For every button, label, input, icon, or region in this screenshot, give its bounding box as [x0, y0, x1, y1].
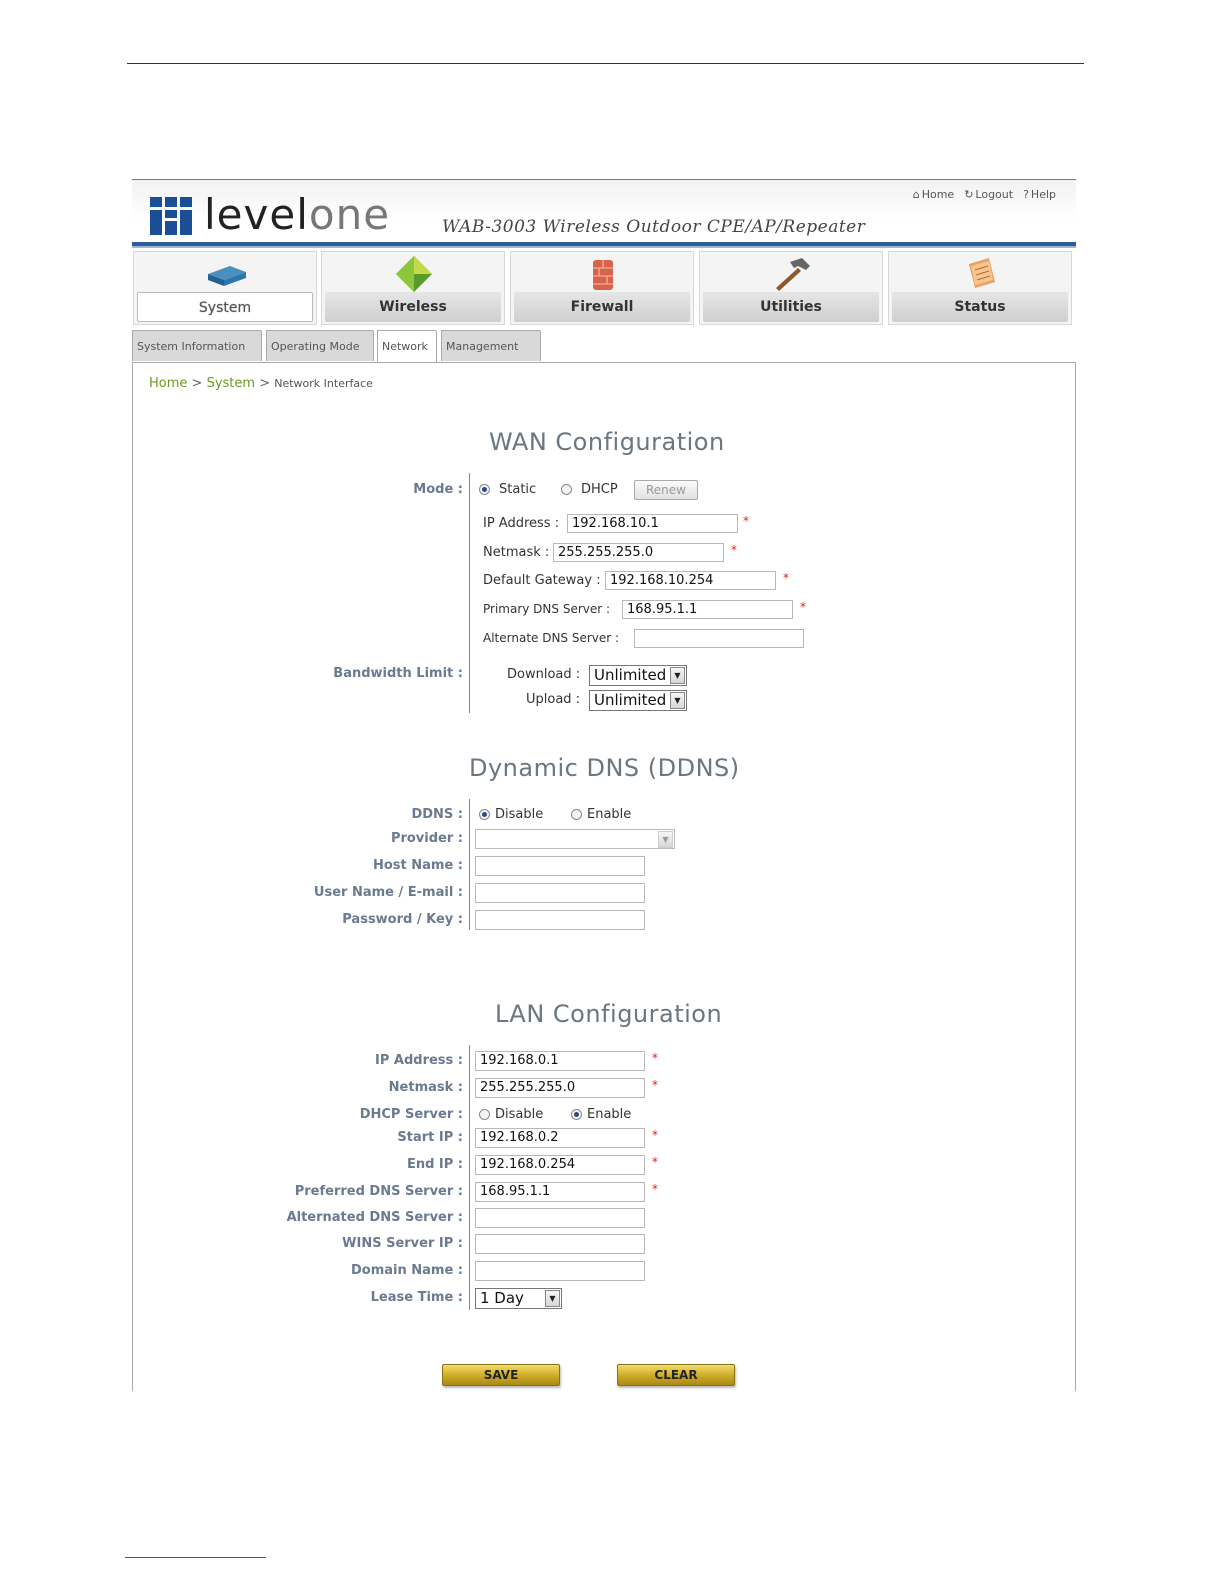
upload-label: Upload :	[526, 692, 581, 707]
home-link[interactable]: ⌂ Home	[912, 188, 955, 201]
save-button[interactable]: SAVE	[442, 1364, 560, 1386]
tab-management[interactable]: Management	[441, 330, 541, 361]
top-links	[913, 188, 1056, 201]
required-mark: *	[800, 600, 806, 614]
dhcp-enable-label: Enable	[587, 1107, 632, 1122]
host-name-input[interactable]	[475, 856, 645, 876]
wan-ip-label: IP Address :	[483, 516, 560, 531]
alternated-dns-input[interactable]	[475, 1208, 645, 1228]
required-mark: *	[743, 514, 749, 528]
chevron-down-icon: ▼	[545, 1290, 560, 1307]
sub-tabs	[132, 330, 1076, 362]
required-mark: *	[652, 1078, 658, 1092]
lan-netmask-input[interactable]: 255.255.255.0	[475, 1078, 645, 1098]
ddns-enable-radio[interactable]	[571, 809, 582, 820]
ddns-divider	[469, 799, 470, 930]
wins-server-label: WINS Server IP :	[342, 1236, 463, 1251]
diamond-icon	[394, 256, 434, 292]
page-top-rule	[127, 63, 1084, 64]
router-web-ui	[132, 179, 1076, 1391]
header	[132, 179, 1076, 248]
provider-label: Provider :	[390, 831, 463, 846]
required-mark: *	[652, 1155, 658, 1169]
notes-icon	[961, 256, 1001, 292]
alternated-dns-label: Alternated DNS Server :	[286, 1210, 463, 1225]
domain-name-label: Domain Name :	[350, 1263, 463, 1278]
lan-divider	[469, 1045, 470, 1310]
download-label: Download :	[507, 667, 581, 682]
firewall-icon	[583, 256, 623, 292]
wan-netmask-input[interactable]: 255.255.255.0	[553, 543, 724, 562]
upload-select[interactable]: Unlimited ▼	[589, 690, 687, 711]
levelone-logo-icon	[150, 197, 192, 235]
wan-alt-dns-input[interactable]	[634, 629, 804, 648]
renew-button[interactable]: Renew	[634, 480, 698, 500]
user-name-label: User Name / E-mail :	[313, 885, 463, 900]
nav-utilities[interactable]: Utilities	[699, 251, 883, 325]
ddns-disable-label: Disable	[495, 807, 544, 822]
nav-status[interactable]: Status	[888, 251, 1072, 325]
password-input[interactable]	[475, 910, 645, 930]
router-icon	[206, 256, 246, 292]
question-icon: ?	[1023, 188, 1029, 201]
header-divider-light	[132, 246, 1076, 248]
logout-link[interactable]: ↻ Logout	[964, 188, 1014, 201]
start-ip-label: Start IP :	[397, 1130, 463, 1145]
lan-title: LAN Configuration	[495, 1000, 723, 1028]
mode-static-radio[interactable]	[479, 484, 490, 495]
host-name-label: Host Name :	[372, 858, 463, 873]
wan-gateway-input[interactable]: 192.168.10.254	[605, 571, 776, 590]
wan-divider	[469, 473, 470, 713]
breadcrumb-home[interactable]: Home	[149, 376, 188, 391]
wan-alt-dns-label: Alternate DNS Server :	[483, 631, 620, 645]
dhcp-enable-radio[interactable]	[571, 1109, 582, 1120]
wan-primary-dns-label: Primary DNS Server :	[483, 602, 611, 616]
hammer-icon	[772, 256, 812, 292]
nav-firewall[interactable]: Firewall	[510, 251, 694, 325]
lease-time-select[interactable]: 1 Day ▼	[475, 1288, 562, 1309]
nav-system[interactable]: System	[133, 251, 317, 325]
chevron-down-icon: ▼	[670, 667, 685, 684]
content-panel	[132, 362, 1076, 1391]
chevron-down-icon: ▼	[658, 831, 673, 848]
ddns-label: DDNS :	[411, 807, 463, 822]
lan-ip-input[interactable]: 192.168.0.1	[475, 1051, 645, 1071]
required-mark: *	[783, 571, 789, 585]
dhcp-disable-radio[interactable]	[479, 1109, 490, 1120]
clear-button[interactable]: CLEAR	[617, 1364, 735, 1386]
required-mark: *	[652, 1128, 658, 1142]
required-mark: *	[652, 1051, 658, 1065]
lan-ip-label: IP Address :	[375, 1053, 463, 1068]
nav-wireless[interactable]: Wireless	[321, 251, 505, 325]
mode-dhcp-label: DHCP	[581, 482, 618, 497]
wan-gateway-label: Default Gateway :	[483, 573, 601, 588]
preferred-dns-label: Preferred DNS Server :	[294, 1184, 463, 1199]
required-mark: *	[731, 543, 737, 557]
provider-select[interactable]	[475, 829, 675, 849]
dhcp-disable-label: Disable	[495, 1107, 544, 1122]
wins-server-input[interactable]	[475, 1234, 645, 1254]
breadcrumb: Home > System > Network Interface	[149, 376, 373, 391]
lan-netmask-label: Netmask :	[388, 1080, 463, 1095]
main-nav	[132, 251, 1076, 325]
ddns-disable-radio[interactable]	[479, 809, 490, 820]
wan-title: WAN Configuration	[489, 428, 725, 456]
wan-ip-input[interactable]: 192.168.10.1	[567, 514, 738, 533]
help-link[interactable]: ? Help	[1023, 188, 1056, 201]
password-label: Password / Key :	[342, 912, 463, 927]
preferred-dns-input[interactable]: 168.95.1.1	[475, 1182, 645, 1202]
model-title: WAB-3003 Wireless Outdoor CPE/AP/Repeater	[442, 217, 866, 237]
tab-system-information[interactable]: System Information	[132, 330, 262, 361]
breadcrumb-system[interactable]: System	[206, 376, 256, 391]
bandwidth-label: Bandwidth Limit :	[333, 666, 463, 681]
breadcrumb-current: Network Interface	[274, 377, 373, 390]
start-ip-input[interactable]: 192.168.0.2	[475, 1128, 645, 1148]
domain-name-input[interactable]	[475, 1261, 645, 1281]
wan-primary-dns-input[interactable]: 168.95.1.1	[622, 600, 793, 619]
mode-dhcp-radio[interactable]	[561, 484, 572, 495]
mode-label: Mode :	[413, 482, 463, 497]
lease-time-label: Lease Time :	[370, 1290, 463, 1305]
page-footer-rule	[125, 1557, 266, 1558]
required-mark: *	[652, 1182, 658, 1196]
mode-static-label: Static	[499, 482, 537, 497]
dhcp-server-label: DHCP Server :	[359, 1107, 463, 1122]
download-select[interactable]: Unlimited ▼	[589, 665, 687, 686]
home-icon: ⌂	[912, 188, 920, 201]
tab-operating-mode[interactable]: Operating Mode	[266, 330, 374, 361]
brand-logo-text: levelone	[204, 190, 391, 239]
chevron-down-icon: ▼	[670, 692, 685, 709]
end-ip-label: End IP :	[406, 1157, 463, 1172]
tab-network[interactable]: Network	[377, 330, 437, 363]
ddns-title: Dynamic DNS (DDNS)	[469, 754, 740, 782]
ddns-enable-label: Enable	[587, 807, 632, 822]
wan-netmask-label: Netmask :	[483, 545, 550, 560]
end-ip-input[interactable]: 192.168.0.254	[475, 1155, 645, 1175]
user-name-input[interactable]	[475, 883, 645, 903]
power-icon: ↻	[964, 188, 974, 201]
